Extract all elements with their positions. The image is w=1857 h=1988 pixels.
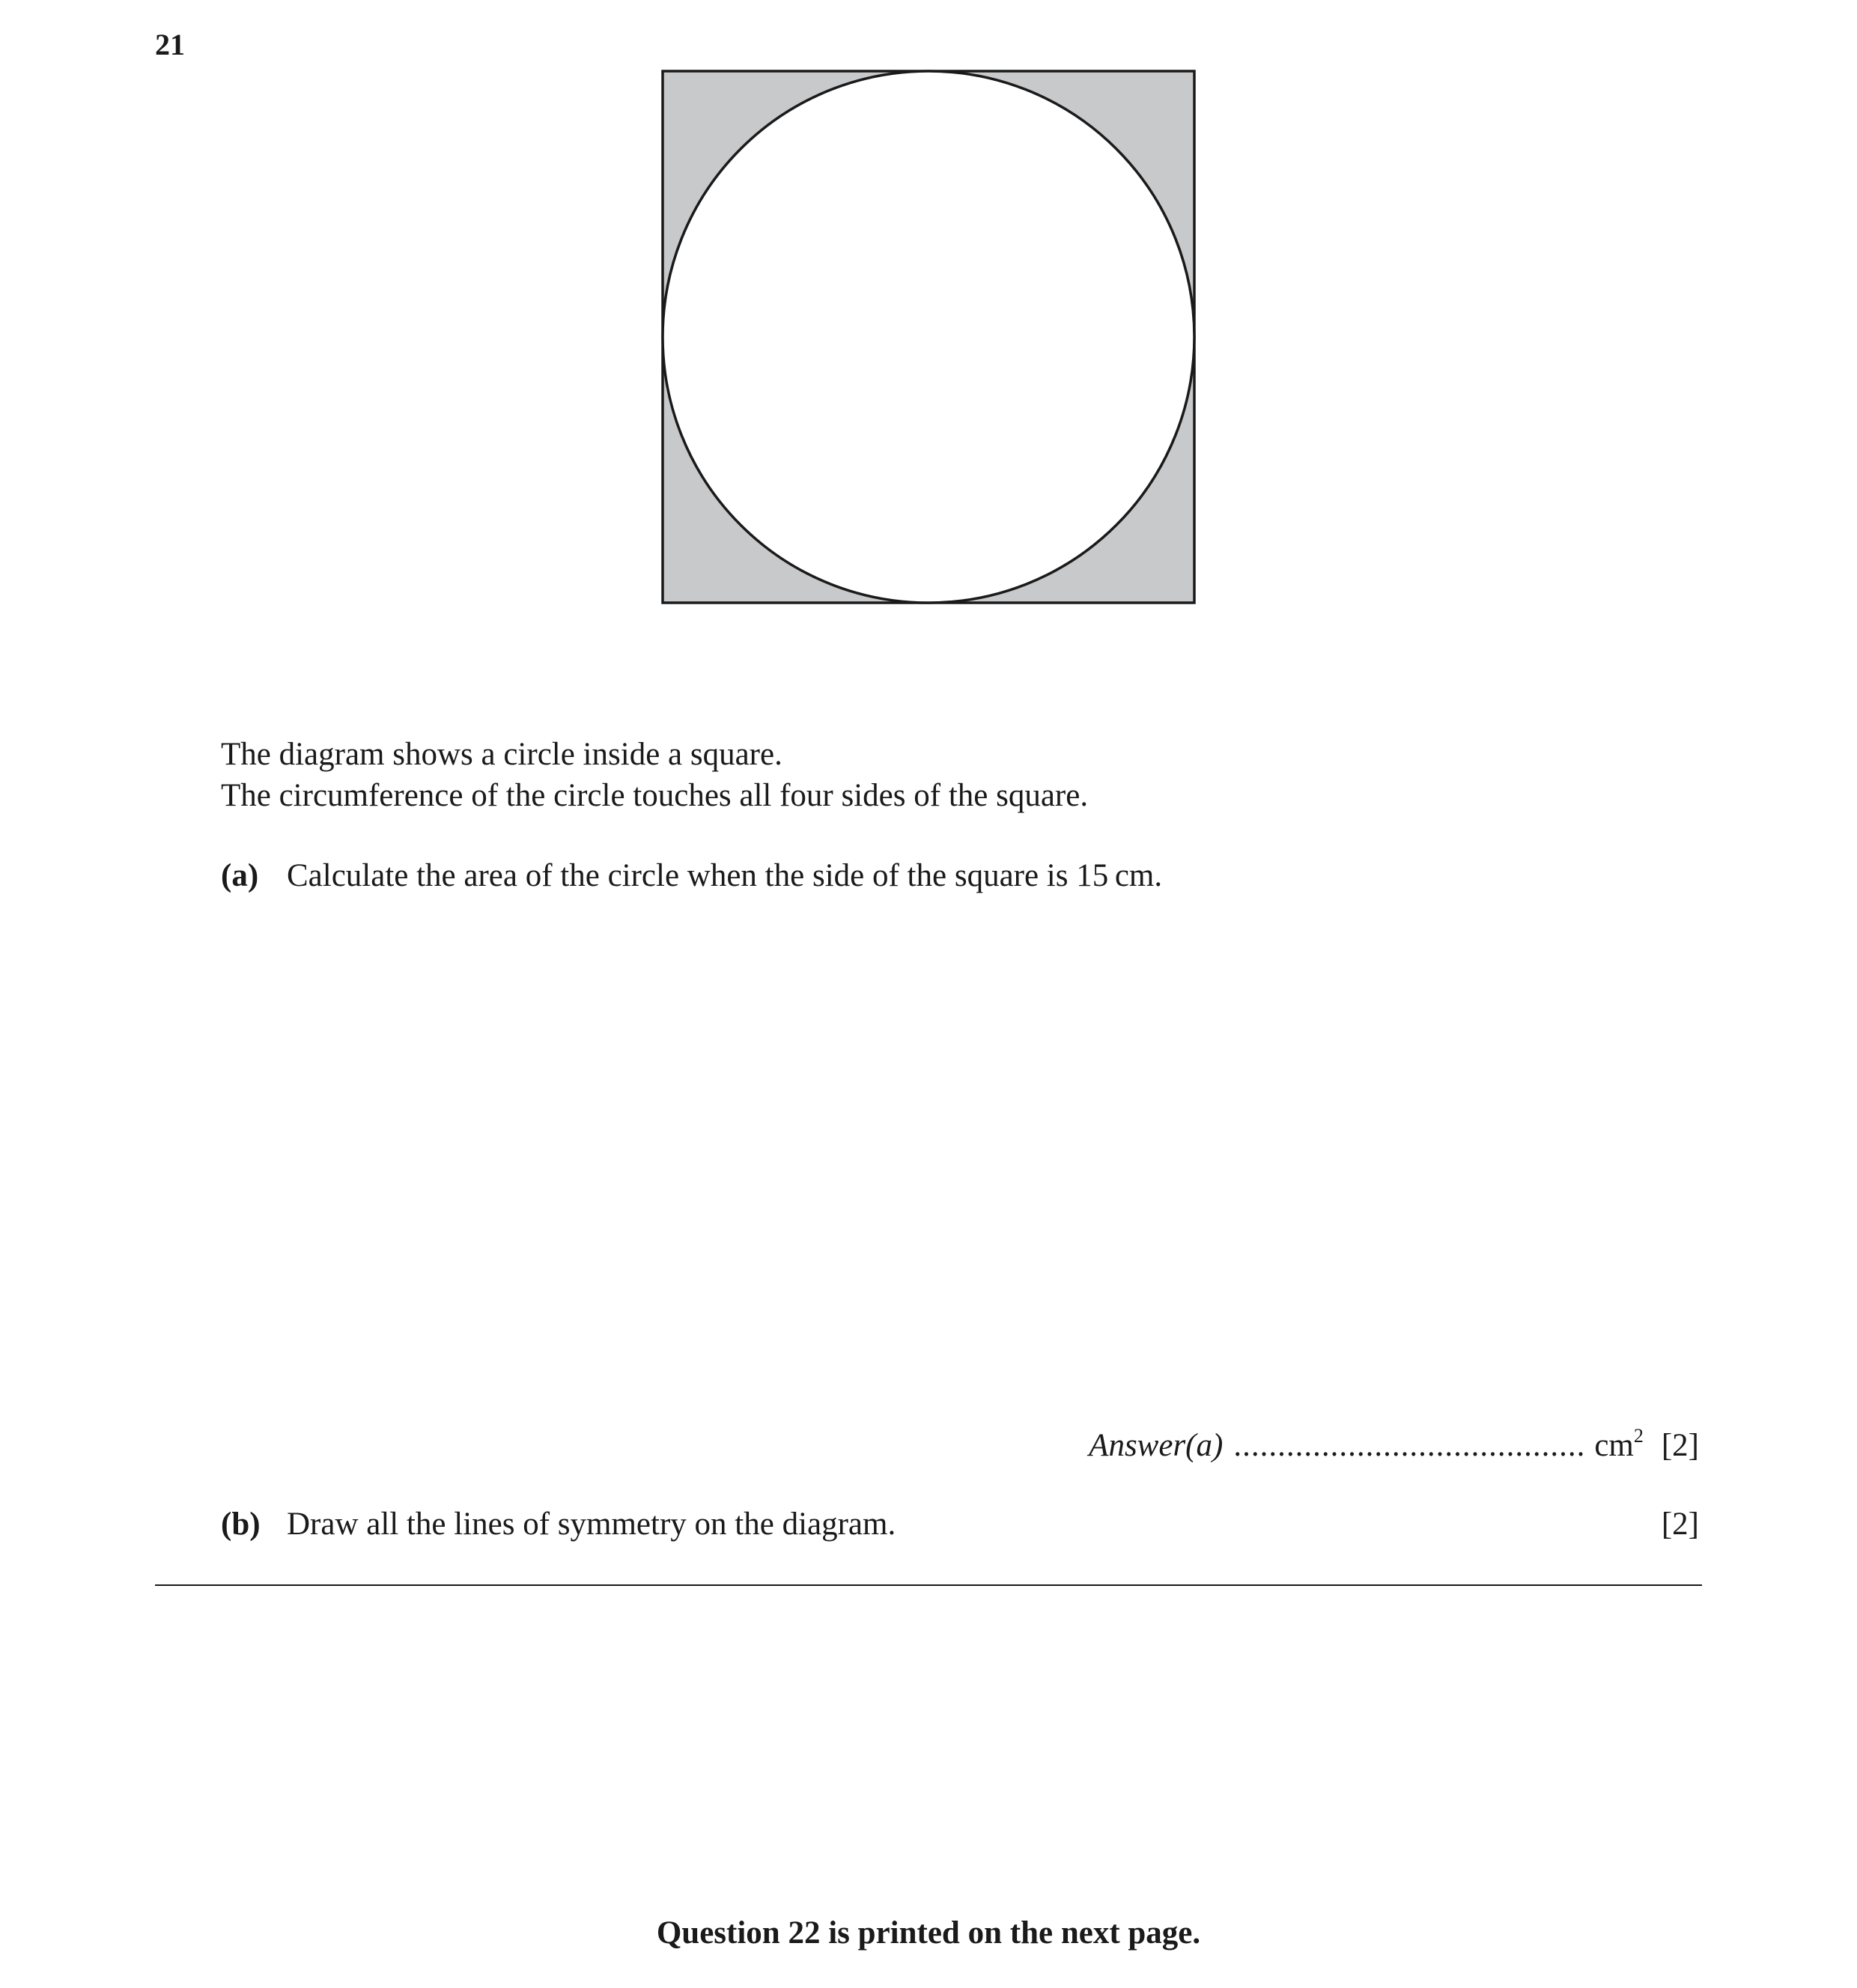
intro-line-1: The diagram shows a circle inside a square. bbox=[221, 737, 782, 772]
diagram-svg bbox=[659, 67, 1198, 607]
question-number: 21 bbox=[155, 28, 185, 61]
answer-a-unit: cm bbox=[1594, 1428, 1634, 1463]
part-a-text: Calculate the area of the circle when the side of the square is 15 cm. bbox=[287, 858, 1163, 893]
question-intro bbox=[221, 734, 1088, 816]
intro-line-2: The circumference of the circle touches all four sides of the square. bbox=[221, 778, 1089, 813]
part-b bbox=[221, 1508, 896, 1540]
part-b-marks: [2] bbox=[1661, 1507, 1699, 1542]
answer-a-unit-power: 2 bbox=[1633, 1425, 1644, 1447]
part-a-marks: [2] bbox=[1661, 1428, 1699, 1463]
part-b-text: Draw all the lines of symmetry on the diagram. bbox=[287, 1507, 896, 1542]
circle-in-square-diagram bbox=[659, 67, 1198, 607]
section-divider bbox=[155, 1584, 1702, 1586]
part-a bbox=[221, 860, 1162, 892]
inscribed-circle bbox=[663, 71, 1194, 603]
part-a-label: (a) bbox=[221, 858, 259, 893]
answer-a-blank[interactable]: ........................................ bbox=[1233, 1428, 1586, 1463]
footer-note: Question 22 is printed on the next page. bbox=[656, 1915, 1201, 1951]
answer-a-line bbox=[1089, 1426, 1699, 1462]
answer-a-label: Answer(a) bbox=[1089, 1428, 1224, 1463]
part-b-label: (b) bbox=[221, 1507, 261, 1542]
